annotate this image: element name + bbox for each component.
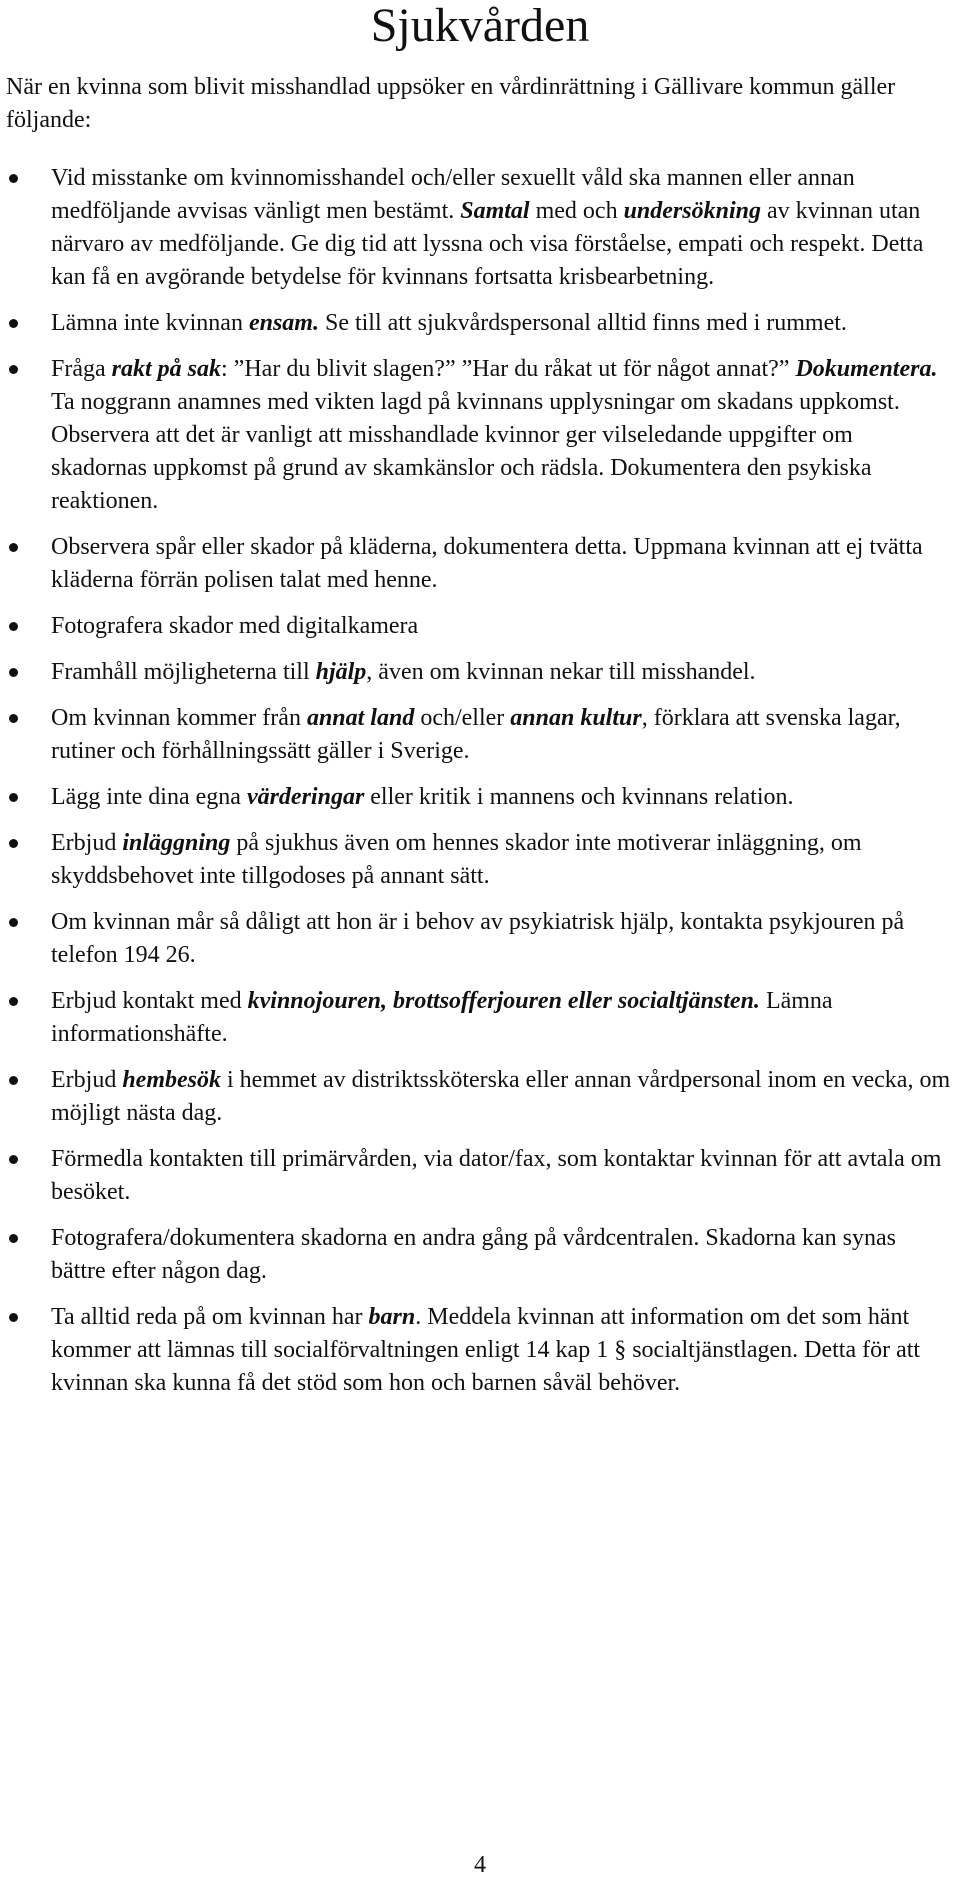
intro-paragraph: När en kvinna som blivit misshandlad uppsöker en vårdinrättning i Gällivare kommun gäller följande:: [6, 74, 896, 133]
list-item: [0, 1143, 960, 1209]
list-item-text: med och: [529, 198, 624, 224]
list-item-text: Observera spår eller skador på kläderna, dokumentera detta. Uppmana kvinnan att ej tvätta kläderna förrän polisen talat med henne.: [51, 534, 923, 593]
emphasized-text: annan kultur: [510, 705, 642, 731]
list-item: [0, 985, 960, 1051]
bullet-icon: [9, 714, 18, 723]
emphasized-text: hjälp: [315, 659, 367, 685]
bullet-icon: [9, 668, 18, 677]
emphasized-text: barn: [368, 1304, 416, 1330]
bullet-icon: [9, 839, 18, 848]
list-item: [0, 656, 960, 689]
list-item: [0, 531, 960, 597]
emphasized-text: Dokumentera.: [795, 356, 938, 382]
list-item: [0, 353, 960, 518]
list-item-text: Erbjud: [51, 1067, 123, 1093]
bullet-icon: [9, 1313, 18, 1322]
list-item: [0, 1064, 960, 1130]
list-item-text: Fråga: [51, 356, 112, 382]
emphasized-text: rakt på sak: [111, 356, 222, 382]
emphasized-text: kvinnojouren, brottsofferjouren eller socialtjänsten.: [247, 988, 760, 1014]
list-item-text: : ”Har du blivit slagen?” ”Har du råkat ut för något annat?”: [221, 356, 796, 382]
list-item-text: Erbjud: [51, 830, 123, 856]
list-item-text: Förmedla kontakten till primärvården, via dator/fax, som kontaktar kvinnan för att avtala om besöket.: [51, 1146, 942, 1205]
bullet-icon: [9, 1076, 18, 1085]
bullet-icon: [9, 174, 18, 183]
list-item-text: Om kvinnan mår så dåligt att hon är i behov av psykiatrisk hjälp, kontakta psykjouren på telefon 194 26.: [51, 909, 905, 968]
list-item-text: Erbjud kontakt med: [51, 988, 248, 1014]
list-item-text: Lämna inte kvinnan: [51, 310, 249, 336]
bullet-icon: [9, 543, 18, 552]
page-number: 4: [474, 1852, 486, 1878]
bullet-list: [0, 162, 960, 1413]
emphasized-text: undersökning: [623, 198, 761, 224]
bullet-icon: [9, 365, 18, 374]
list-item-text: Se till att sjukvårdspersonal alltid finns med i rummet.: [318, 310, 847, 336]
bullet-icon: [9, 622, 18, 631]
page-title: Sjukvården: [370, 0, 590, 52]
list-item-text: , även om kvinnan nekar till misshandel.: [366, 659, 756, 685]
bullet-icon: [9, 319, 18, 328]
list-item-text: . Meddela kvinnan att information om det som hänt kommer att lämnas till socialförvaltningen enligt 14 kap 1 § socialtjänstlagen. Detta för att kvinnan ska kunna få det stöd som hon och barnen såväl behöver.: [51, 1304, 921, 1396]
list-item-text: Framhåll möjligheterna till: [51, 659, 316, 685]
list-item: [0, 827, 960, 893]
list-item: [0, 781, 960, 814]
list-item-text: Ta noggrann anamnes med vikten lagd på kvinnans upplysningar om skadans uppkomst. Observera att det är vanligt att misshandlade kvinnor ger vilseledande uppgifter om skadornas uppkomst på grund av skamkänslor och rädsla. Dokumentera den psykiska reaktionen.: [51, 389, 900, 514]
list-item: [0, 906, 960, 972]
list-item: [0, 1301, 960, 1400]
list-item: [0, 702, 960, 768]
emphasized-text: ensam.: [248, 310, 319, 336]
emphasized-text: inläggning: [122, 830, 231, 856]
bullet-icon: [9, 1234, 18, 1243]
emphasized-text: värderingar: [246, 784, 365, 810]
list-item: [0, 1222, 960, 1288]
list-item-text: i hemmet av distriktssköterska eller annan vårdpersonal inom en vecka, om möjligt nästa dag.: [51, 1067, 951, 1126]
list-item: [0, 307, 960, 340]
list-item-text: , förklara att svenska lagar, rutiner och förhållningssätt gäller i Sverige.: [51, 705, 901, 764]
list-item-text: Ta alltid reda på om kvinnan har: [51, 1304, 369, 1330]
list-item-text: på sjukhus även om hennes skador inte motiverar inläggning, om skyddsbehovet inte tillgodoses på annant sätt.: [51, 830, 862, 889]
list-item-text: Om kvinnan kommer från: [51, 705, 307, 731]
emphasized-text: annat land: [306, 705, 415, 731]
bullet-icon: [9, 793, 18, 802]
bullet-icon: [9, 997, 18, 1006]
emphasized-text: hembesök: [122, 1067, 221, 1093]
list-item-text: Fotografera/dokumentera skadorna en andra gång på vårdcentralen. Skadorna kan synas bättre efter någon dag.: [51, 1225, 897, 1284]
bullet-icon: [9, 918, 18, 927]
list-item-text: Lägg inte dina egna: [51, 784, 247, 810]
list-item-text: av kvinnan utan närvaro av medföljande. Ge dig tid att lyssna och visa förståelse, empati och respekt. Detta kan få en avgörande betydelse för kvinnans fortsatta krisbearbetning.: [51, 198, 924, 290]
bullet-icon: [9, 1155, 18, 1164]
emphasized-text: Samtal: [460, 198, 530, 224]
list-item-text: Lämna informationshäfte.: [51, 988, 833, 1047]
list-item: [0, 610, 960, 643]
list-item-text: eller kritik i mannens och kvinnans relation.: [364, 784, 794, 810]
list-item-text: och/eller: [414, 705, 511, 731]
list-item-text: Vid misstanke om kvinnomisshandel och/eller sexuellt våld ska mannen eller annan medföljande avvisas vänligt men bestämt.: [51, 165, 855, 224]
list-item-text: Fotografera skador med digitalkamera: [51, 613, 419, 639]
list-item: [0, 162, 960, 294]
